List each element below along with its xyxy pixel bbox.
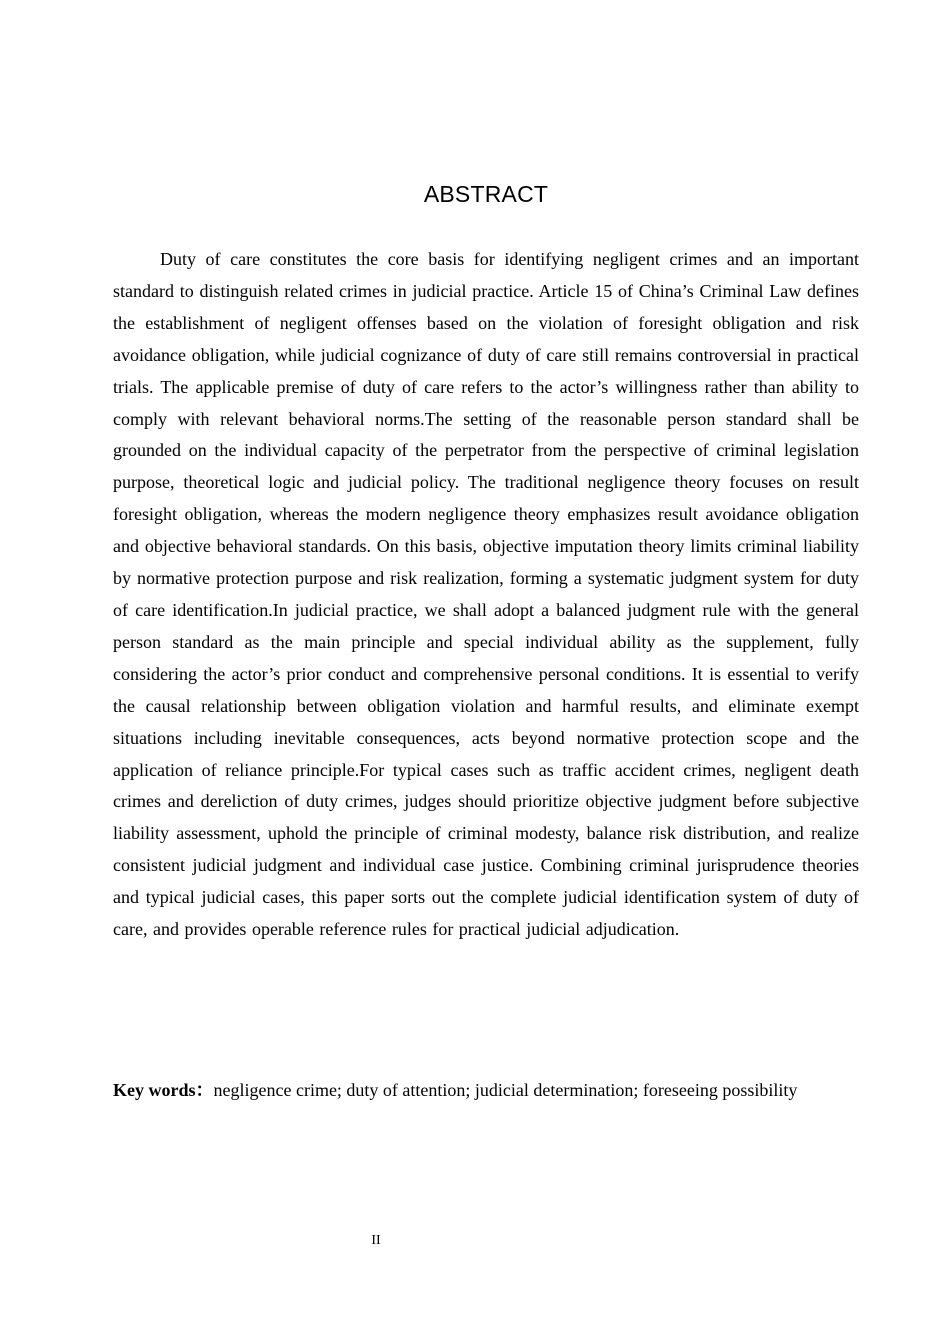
abstract-title: ABSTRACT (423, 181, 549, 207)
abstract-paragraph: Duty of care constitutes the core basis for identifying negligent crimes and an important standard to distinguish related crimes in judicial practice. Article 15 of China’s Criminal Law defines the establishment of negligent offenses based on the violation of foresight obligation and risk avoidance obligation, while judicial cognizance of duty of care still remains controversial in practical trials. The applicable premise of duty of care refers to the actor’s willingness rather than ability to comply with relevant behavioral norms.The setting of the reasonable person standard shall be grounded on the individual capacity of the perpetrator from the perspective of criminal legislation purpose, theoretical logic and judicial policy. The traditional negligence theory focuses on result foresight obligation, whereas the modern negligence theory emphasizes result avoidance obligation and objective behavioral standards. On this basis, objective imputation theory limits criminal liability by normative protection purpose and risk realization, forming a systematic judgment system for duty of care identification.In judicial practice, we shall adopt a balanced judgment rule with the general person standard as the main principle and special individual ability as the supplement, fully considering the actor’s prior conduct and comprehensive personal conditions. It is essential to verify the causal relationship between obligation violation and harmful results, and eliminate exempt situations including inevitable consequences, acts beyond normative protection scope and the application of reliance principle.For typical cases such as traffic accident crimes, negligent death crimes and dereliction of duty crimes, judges should prioritize objective judgment before subjective liability assessment, uphold the principle of criminal modesty, balance risk distribution, and realize consistent judicial judgment and individual case justice. Combining criminal jurisprudence theories and typical judicial cases, this paper sorts out the complete judicial identification system of duty of care, and provides operable reference rules for practical judicial adjudication. (113, 249, 859, 940)
page-number: II (371, 1233, 381, 1248)
keywords-list: negligence crime; duty of attention; judicial determination; foreseeing possibility (213, 1080, 798, 1100)
keywords-line (113, 1074, 873, 1106)
keywords-label: Key words： (113, 1080, 214, 1100)
